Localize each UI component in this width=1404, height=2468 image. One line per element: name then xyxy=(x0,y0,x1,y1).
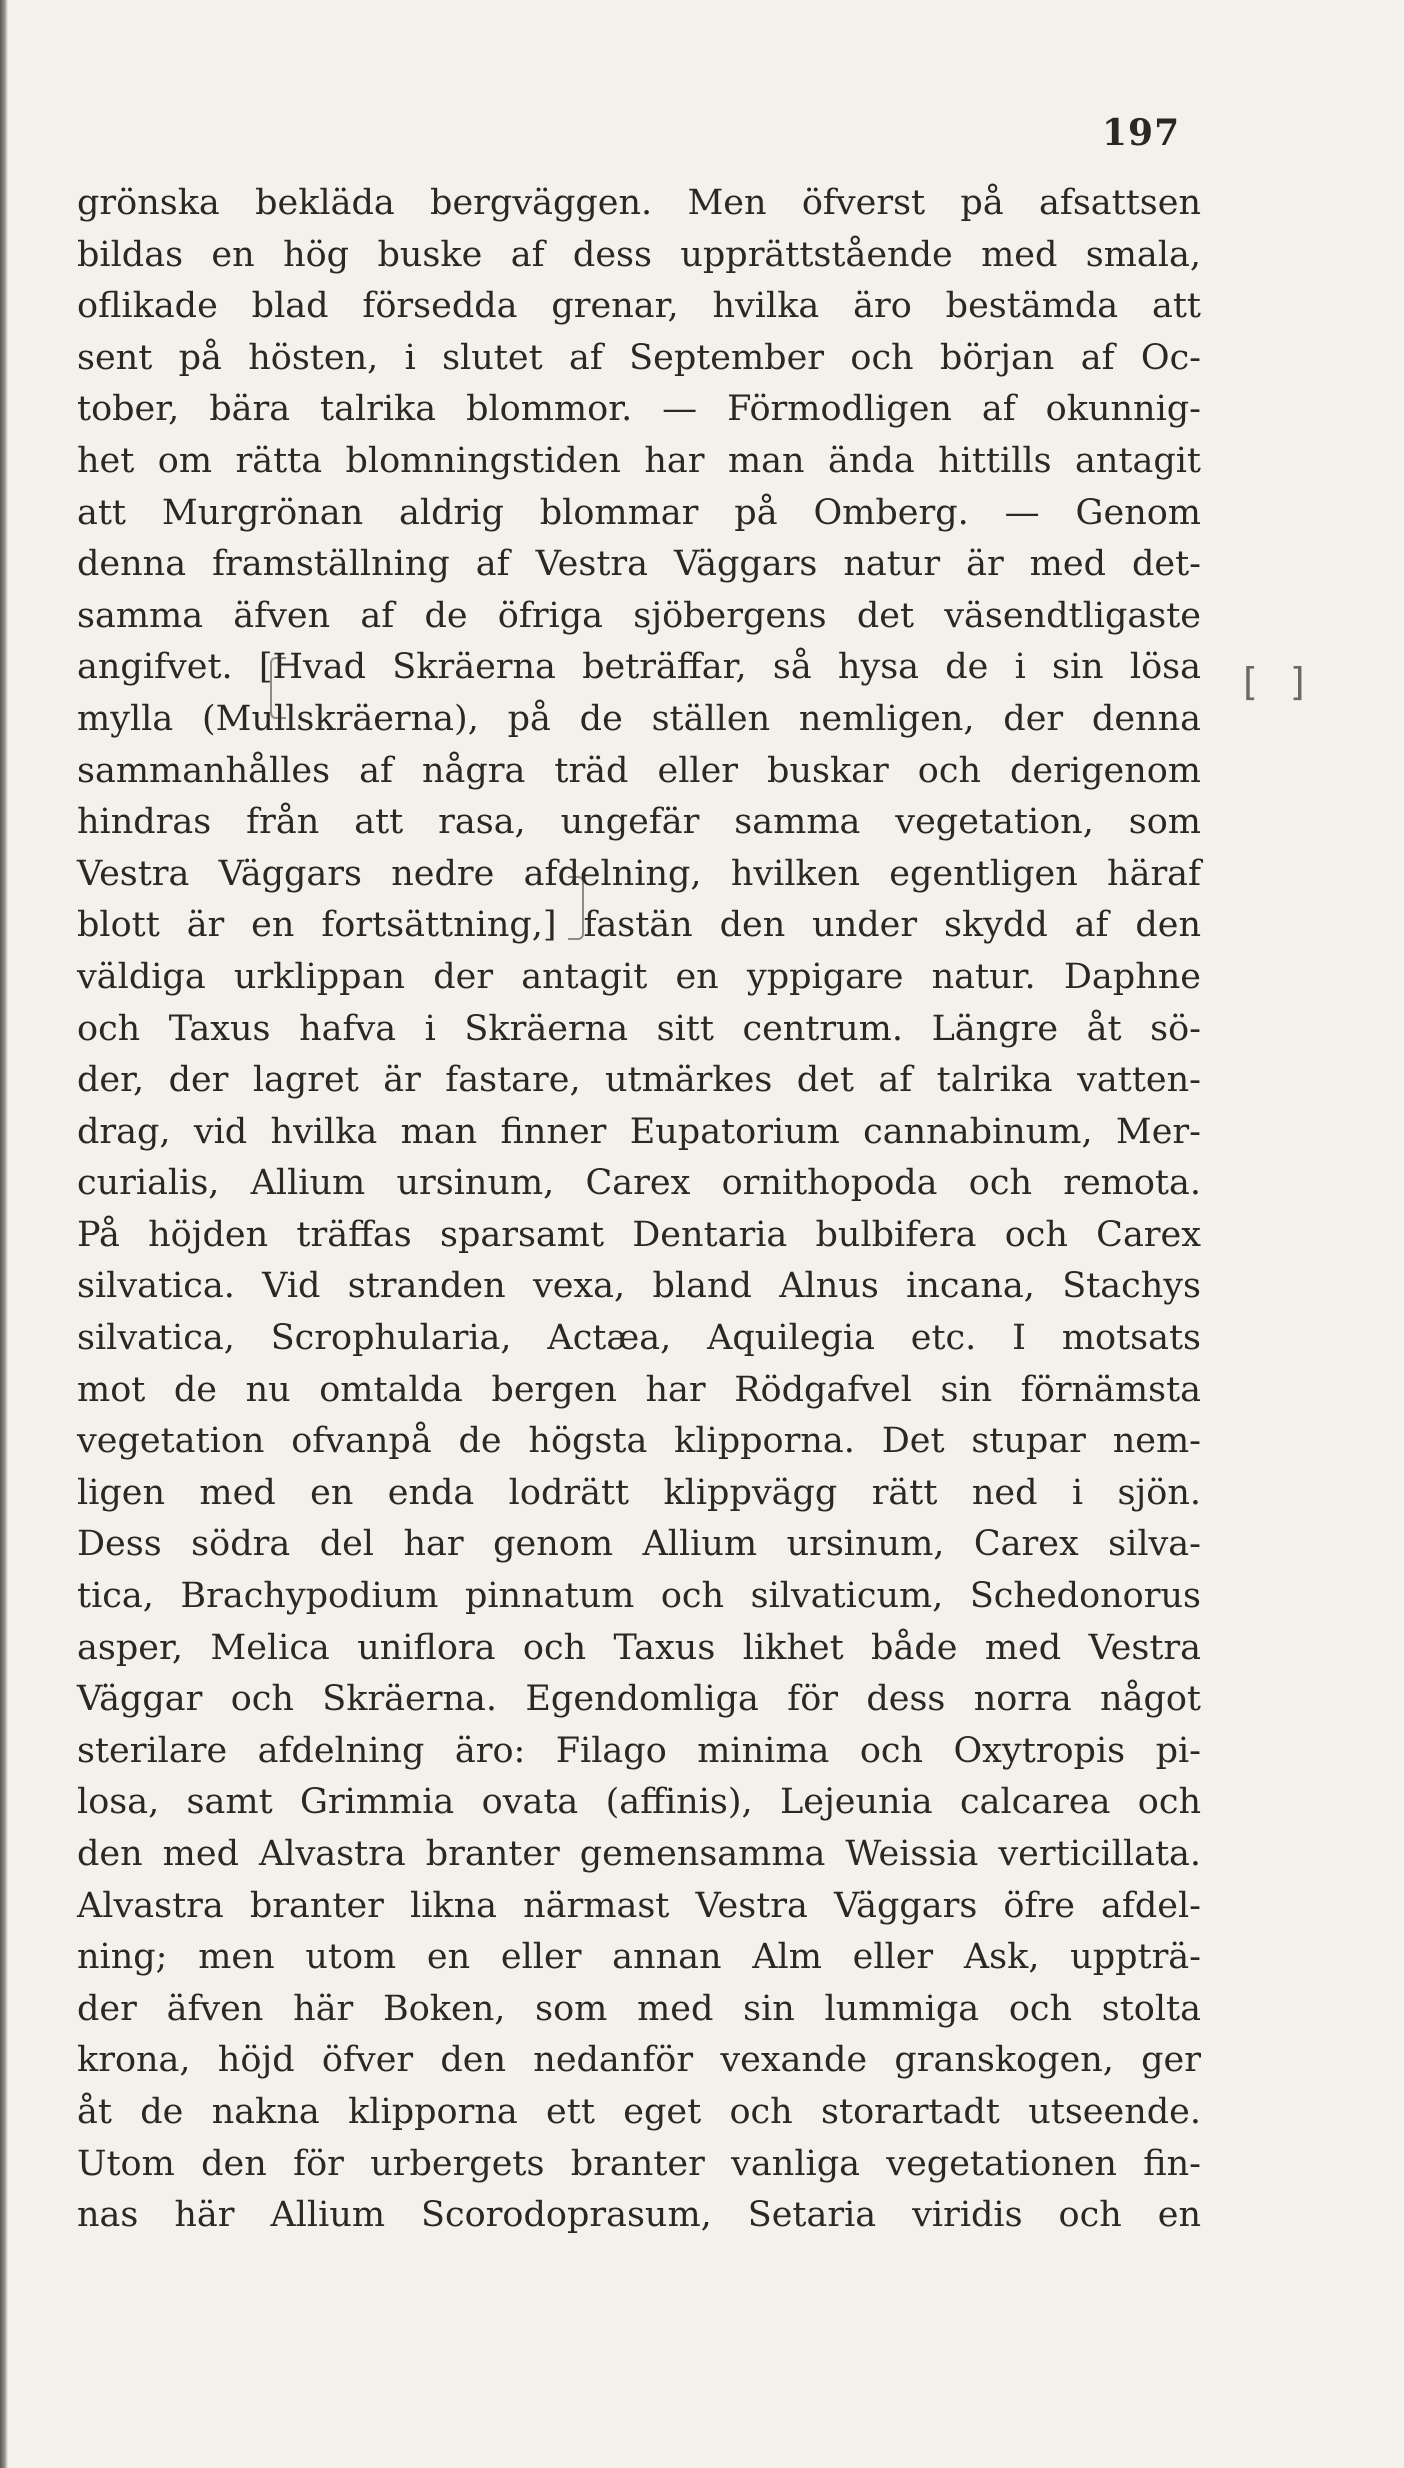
text-line: denna framställning af Vestra Väggars natur är med det- xyxy=(77,544,1201,585)
text-line: oflikade blad försedda grenar, hvilka äro bestämda att xyxy=(77,286,1201,327)
text-line: sent på hösten, i slutet af September och början af Oc- xyxy=(77,337,1201,378)
page-number: 197 xyxy=(1102,112,1181,154)
text-line: Vestra Väggars nedre afdelning, hvilken egentligen häraf xyxy=(77,853,1201,894)
text-line: angifvet. [Hvad Skräerna beträffar, så hysa de i sin lösa xyxy=(77,647,1201,688)
margin-bracket-note: [ ] xyxy=(1243,660,1315,704)
text-line: der, der lagret är fastare, utmärkes det af talrika vatten- xyxy=(77,1060,1201,1101)
text-line: losa, samt Grimmia ovata (affinis), Lejeunia calcarea och xyxy=(77,1782,1201,1823)
text-line: ligen med en enda lodrätt klippvägg rätt ned i sjön. xyxy=(77,1472,1201,1513)
text-line: blott är en fortsättning,] fastän den under skydd af den xyxy=(77,905,1201,946)
text-line: curialis, Allium ursinum, Carex ornithopoda och remota. xyxy=(77,1163,1201,1204)
text-line: mot de nu omtalda bergen har Rödgafvel sin förnämsta xyxy=(77,1369,1201,1410)
text-line: drag, vid hvilka man finner Eupatorium cannabinum, Mer- xyxy=(77,1111,1201,1152)
text-line: att Murgrönan aldrig blommar på Omberg. — Genom xyxy=(77,492,1201,533)
text-line: Alvastra branter likna närmast Vestra Väggars öfre afdel- xyxy=(77,1885,1201,1926)
text-line: På höjden träffas sparsamt Dentaria bulbifera och Carex xyxy=(77,1214,1201,1255)
text-line: krona, höjd öfver den nedanför vexande granskogen, ger xyxy=(77,2040,1201,2081)
text-line: silvatica. Vid stranden vexa, bland Alnus incana, Stachys xyxy=(77,1266,1201,1307)
text-line: hindras från att rasa, ungefär samma vegetation, som xyxy=(77,802,1201,843)
text-line: ning; men utom en eller annan Alm eller Ask, uppträ- xyxy=(77,1937,1201,1978)
text-line: sammanhålles af några träd eller buskar och derigenom xyxy=(77,750,1201,791)
text-line: der äfven här Boken, som med sin lummiga och stolta xyxy=(77,1988,1201,2029)
text-line: Dess södra del har genom Allium ursinum, Carex silva- xyxy=(77,1524,1201,1565)
text-line: väldiga urklippan der antagit en yppigare natur. Daphne xyxy=(77,956,1201,997)
text-line: den med Alvastra branter gemensamma Weissia verticillata. xyxy=(77,1834,1201,1874)
text-line: silvatica, Scrophularia, Actæa, Aquilegia etc. I motsats xyxy=(77,1318,1201,1359)
text-line: grönska bekläda bergväggen. Men öfverst på afsattsen xyxy=(77,183,1201,223)
book-spine-edge xyxy=(0,0,8,2468)
text-line: sterilare afdelning äro: Filago minima och Oxytropis pi- xyxy=(77,1730,1201,1771)
text-line: Utom den för urbergets branter vanliga vegetationen fin- xyxy=(77,2143,1201,2184)
text-line: åt de nakna klipporna ett eget och storartadt utseende. xyxy=(77,2091,1201,2132)
text-line: samma äfven af de öfriga sjöbergens det väsendtligaste xyxy=(77,595,1201,636)
body-text xyxy=(77,178,1201,2242)
text-line: vegetation ofvanpå de högsta klipporna. Det stupar nem- xyxy=(77,1421,1201,1462)
text-line: mylla (Mullskräerna), på de ställen nemligen, der denna xyxy=(77,698,1201,739)
text-line: nas här Allium Scorodoprasum, Setaria viridis och en xyxy=(77,2195,1201,2236)
text-line: bildas en hög buske af dess upprättstående med smala, xyxy=(77,234,1201,275)
text-line: tica, Brachypodium pinnatum och silvaticum, Schedonorus xyxy=(77,1576,1201,1617)
text-line: Väggar och Skräerna. Egendomliga för dess norra något xyxy=(77,1679,1201,1720)
text-line: tober, bära talrika blommor. — Förmodligen af okunnig- xyxy=(77,389,1201,430)
text-line: het om rätta blomningstiden har man ända hittills antagit xyxy=(77,440,1201,481)
text-line: asper, Melica uniflora och Taxus likhet både med Vestra xyxy=(77,1627,1201,1668)
text-line: och Taxus hafva i Skräerna sitt centrum. Längre åt sö- xyxy=(77,1008,1201,1049)
